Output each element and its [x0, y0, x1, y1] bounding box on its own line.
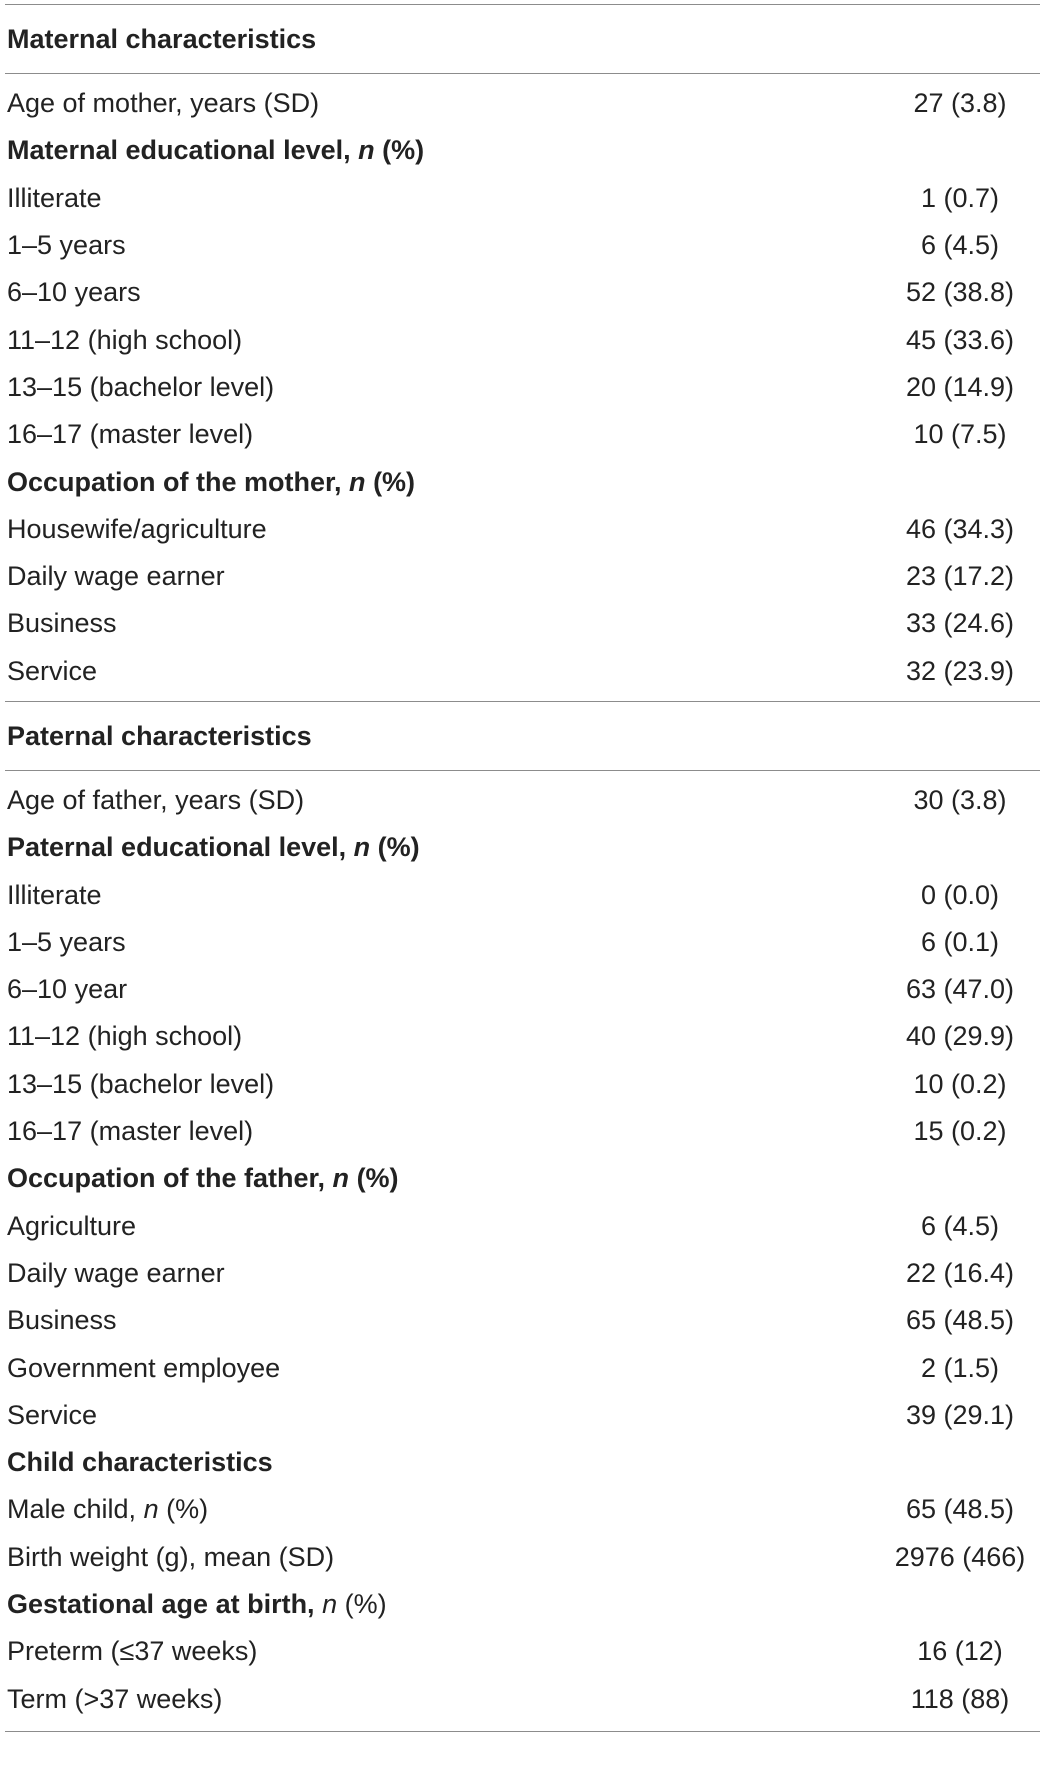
row-value: 0 (0.0) [920, 879, 1000, 910]
row-value: 118 (88) [910, 1683, 1010, 1714]
row-value: 40 (29.9) [905, 1021, 1015, 1052]
row-value: 45 (33.6) [905, 324, 1015, 355]
table-row [5, 600, 1040, 647]
row-value: 65 (48.5) [905, 1305, 1015, 1336]
gestation-heading-row [5, 1581, 1040, 1628]
row-label: Housewife/agriculture [7, 513, 267, 544]
row-value: 6 (4.5) [920, 230, 1000, 261]
maternal-heading: Maternal characteristics [7, 24, 317, 54]
row-label: Service [7, 655, 98, 686]
row-label: Male child, n (%) [7, 1494, 209, 1525]
table-row [5, 1297, 1040, 1344]
row-value: 16 (12) [917, 1636, 1003, 1667]
table-row [5, 506, 1040, 553]
row-value: 65 (48.5) [905, 1494, 1015, 1525]
table-row [5, 871, 1040, 918]
table-row [5, 1676, 1040, 1723]
row-value: 6 (0.1) [920, 926, 1000, 957]
table-row [5, 222, 1040, 269]
table-row [5, 1108, 1040, 1155]
characteristics-table [5, 4, 1040, 1732]
subheading: Occupation of the mother, n (%) [7, 466, 416, 497]
table-row [5, 1061, 1040, 1108]
row-value: 2976 (466) [894, 1541, 1026, 1572]
table-row [5, 80, 1040, 127]
table-row [5, 1013, 1040, 1060]
row-value: 20 (14.9) [905, 371, 1015, 402]
maternal-occupation-heading-row [5, 458, 1040, 505]
table-row [5, 919, 1040, 966]
table-row [5, 1534, 1040, 1581]
row-value: 39 (29.1) [905, 1399, 1015, 1430]
row-label: Term (>37 weeks) [7, 1683, 223, 1714]
subheading: Gestational age at birth, n (%) [7, 1589, 387, 1620]
row-label: 6–10 year [7, 974, 128, 1005]
row-label: Illiterate [7, 879, 102, 910]
row-label: 11–12 (high school) [7, 324, 243, 355]
table-row [5, 648, 1040, 695]
table-row [5, 1250, 1040, 1297]
table-row [5, 966, 1040, 1013]
row-label: 11–12 (high school) [7, 1021, 243, 1052]
table-row [5, 553, 1040, 600]
maternal-heading-row [5, 5, 1040, 73]
bottom-rule [5, 1731, 1040, 1732]
paternal-heading-rule [5, 770, 1040, 771]
row-label: Agriculture [7, 1210, 137, 1241]
row-label: Preterm (≤37 weeks) [7, 1636, 258, 1667]
table-row [5, 364, 1040, 411]
row-label: Birth weight (g), mean (SD) [7, 1541, 335, 1572]
row-value: 23 (17.2) [905, 561, 1015, 592]
row-label: Business [7, 608, 117, 639]
row-value: 1 (0.7) [920, 182, 1000, 213]
subheading: Paternal educational level, n (%) [7, 832, 420, 863]
table-row [5, 777, 1040, 824]
row-label: Illiterate [7, 182, 102, 213]
row-label: 6–10 years [7, 277, 141, 308]
paternal-heading-row [5, 702, 1040, 770]
row-label: Age of father, years (SD) [7, 785, 305, 815]
row-value: 30 (3.8) [913, 785, 1007, 815]
table-row [5, 1203, 1040, 1250]
row-value: 52 (38.8) [905, 277, 1015, 308]
row-value: 63 (47.0) [905, 974, 1015, 1005]
row-value: 15 (0.2) [913, 1116, 1007, 1147]
row-label: 13–15 (bachelor level) [7, 371, 275, 402]
paternal-occupation-heading-row [5, 1155, 1040, 1202]
row-label: 13–15 (bachelor level) [7, 1068, 275, 1099]
child-heading: Child characteristics [7, 1447, 273, 1478]
row-value: 2 (1.5) [920, 1352, 1000, 1383]
row-label: Service [7, 1399, 98, 1430]
table-row [5, 269, 1040, 316]
table-row [5, 1628, 1040, 1675]
child-heading-row [5, 1439, 1040, 1486]
table-row [5, 1486, 1040, 1533]
row-value: 33 (24.6) [905, 608, 1015, 639]
subheading: Occupation of the father, n (%) [7, 1163, 399, 1194]
row-value: 27 (3.8) [913, 88, 1007, 119]
row-label: Daily wage earner [7, 561, 225, 592]
table-row [5, 1344, 1040, 1391]
row-value: 32 (23.9) [905, 655, 1015, 686]
row-label: 16–17 (master level) [7, 419, 254, 450]
row-value: 10 (0.2) [913, 1068, 1007, 1099]
row-value: 46 (34.3) [905, 513, 1015, 544]
row-value: 10 (7.5) [913, 419, 1007, 450]
row-label: Age of mother, years (SD) [7, 88, 320, 119]
maternal-heading-rule [5, 73, 1040, 74]
table-row [5, 411, 1040, 458]
row-value: 6 (4.5) [920, 1210, 1000, 1241]
row-label: Daily wage earner [7, 1257, 225, 1288]
table-row [5, 1392, 1040, 1439]
row-label: Business [7, 1305, 117, 1336]
table-row [5, 175, 1040, 222]
paternal-education-heading-row [5, 824, 1040, 871]
row-label: 1–5 years [7, 230, 126, 261]
row-value: 22 (16.4) [905, 1257, 1015, 1288]
row-label: 1–5 years [7, 926, 126, 957]
paternal-heading: Paternal characteristics [7, 720, 312, 751]
row-label: 16–17 (master level) [7, 1116, 254, 1147]
maternal-education-heading-row [5, 127, 1040, 174]
table-row [5, 316, 1040, 363]
subheading: Maternal educational level, n (%) [7, 135, 425, 166]
row-label: Government employee [7, 1352, 281, 1383]
